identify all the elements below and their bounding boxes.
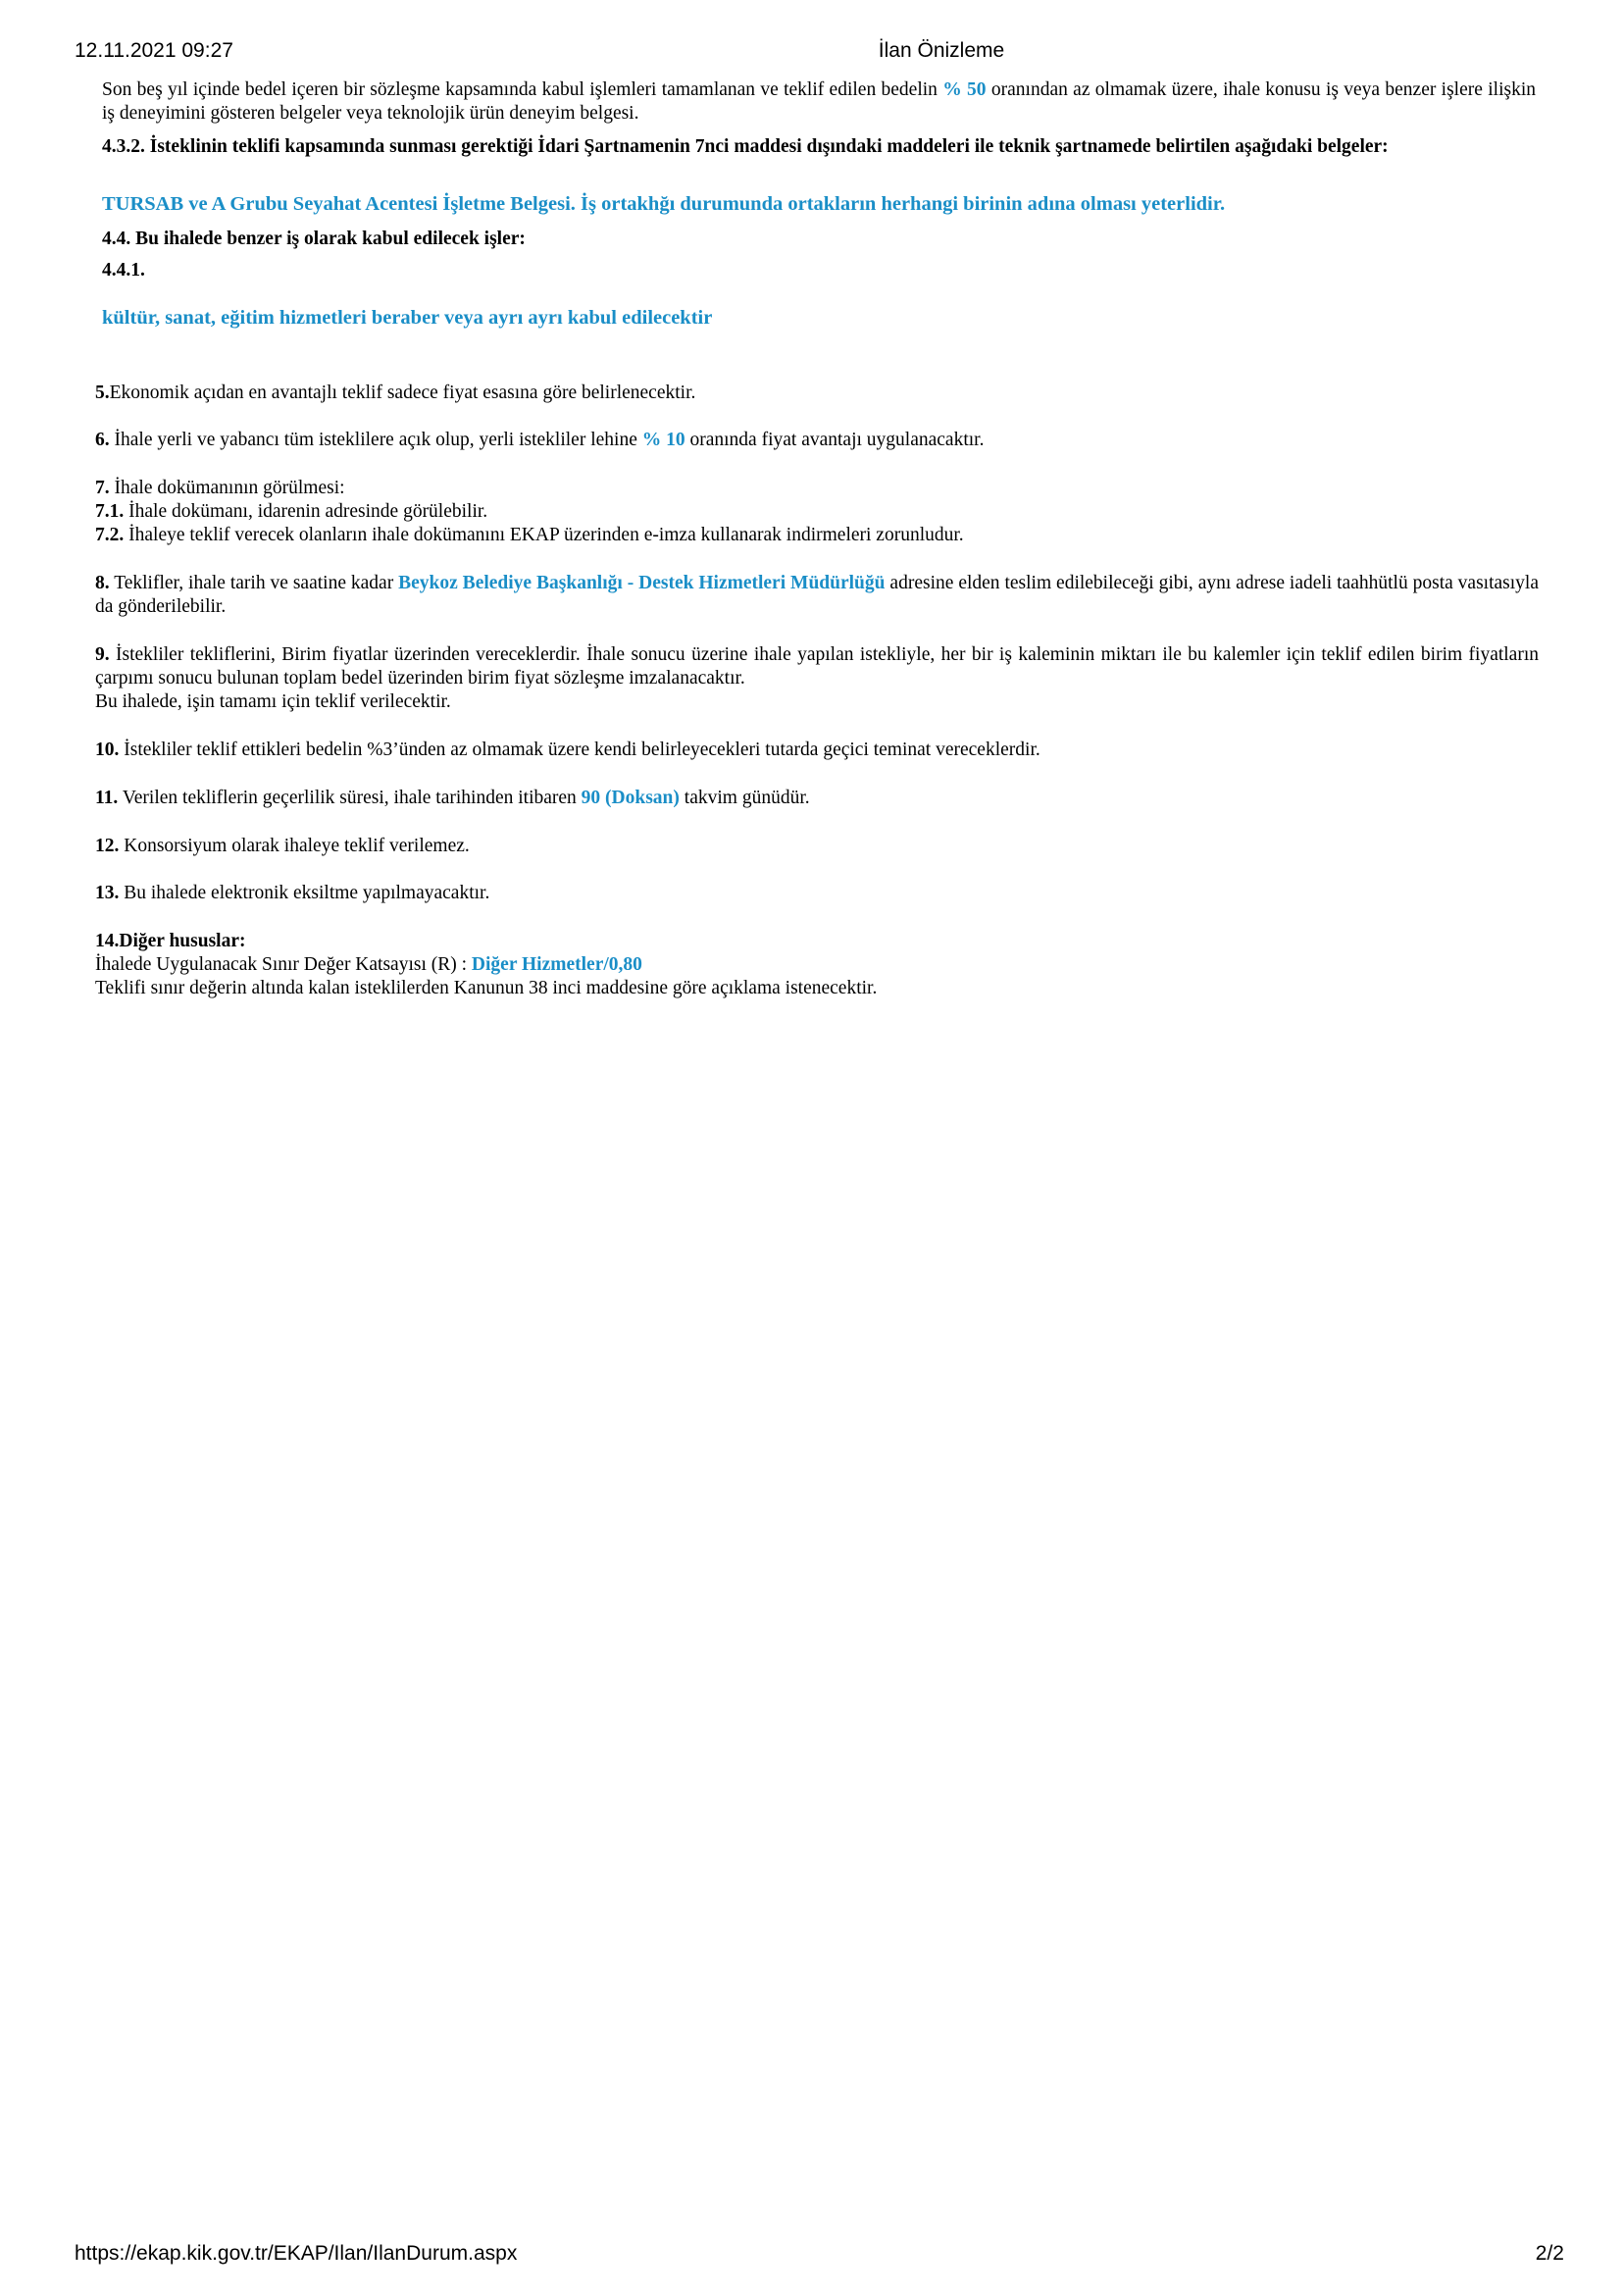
experience-paragraph — [102, 78, 1536, 126]
section-11-number: 11. — [95, 788, 119, 808]
section-6-text-b: oranında fiyat avantajı uygulanacaktır. — [685, 430, 985, 450]
section-9-text: İstekliler tekliflerini, Birim fiyatlar üzerinden vereceklerdir. İhale sonucu üzerine ihale yapılan istekliyle, her bir iş kaleminin miktarı ile bu kalemler için teklif edilen birim fiyatların çarpımı sonucu bulunan toplam bedel üzerinden birim fiyat sözleşme imzalanacaktır. — [95, 644, 1539, 689]
section-10 — [95, 739, 1539, 762]
section-8-text-a: Teklifler, ihale tarih ve saatine kadar — [109, 573, 399, 593]
section-14-explanation: Teklifi sınır değerin altında kalan isteklilerden Kanunun 38 inci maddesine göre açıklama istenecektir. — [95, 978, 878, 998]
section-4-3-2-title: 4.3.2. İsteklinin teklifi kapsamında sunması gerektiği İdari Şartnamenin 7nci maddesi dışındaki maddeleri ile teknik şartnamede belirtilen aşağıdaki belgeler: — [102, 136, 1389, 157]
section-5 — [95, 382, 1539, 405]
section-8 — [95, 572, 1539, 619]
section-14-coefficient-label: İhalede Uygulanacak Sınır Değer Katsayısı (R) : — [95, 954, 472, 975]
section-10-number: 10. — [95, 740, 120, 760]
section-11 — [95, 787, 1539, 810]
page-url: https://ekap.kik.gov.tr/EKAP/Ilan/IlanDurum.aspx — [75, 2242, 518, 2265]
section-9 — [95, 643, 1539, 714]
section-7-number: 7. — [95, 478, 110, 498]
section-12-number: 12. — [95, 836, 120, 856]
section-14-title: 14.Diğer hususlar: — [95, 931, 246, 951]
section-7-1-number: 7.1. — [95, 501, 125, 522]
section-14-coefficient-value: Diğer Hizmetler/0,80 — [471, 954, 642, 975]
section-8-number: 8. — [95, 573, 110, 593]
section-8-address: Beykoz Belediye Başkanlığı - Destek Hizmetleri Müdürlüğü — [398, 573, 886, 593]
section-4-4-title: 4.4. Bu ihalede benzer iş olarak kabul edilecek işler: — [102, 229, 526, 249]
section-11-text-b: takvim günüdür. — [679, 788, 810, 808]
section-12-text: Konsorsiyum olarak ihaleye teklif verilemez. — [119, 836, 470, 856]
section-6-number: 6. — [95, 430, 110, 450]
experience-text-a: Son beş yıl içinde bedel içeren bir sözleşme kapsamında kabul işlemleri tamamlanan ve teklif edilen bedelin — [102, 79, 943, 100]
experience-percent: % 50 — [942, 79, 987, 100]
section-7 — [95, 477, 1539, 547]
section-6 — [95, 429, 1539, 452]
page-number: 2/2 — [1535, 2242, 1564, 2265]
page-title: İlan Önizleme — [878, 39, 1005, 62]
section-10-text: İstekliler teklif ettikleri bedelin %3’ünden az olmamak üzere kendi belirleyecekleri tutarda geçici teminat vereceklerdir. — [119, 740, 1040, 760]
section-4-3-2-documents: TURSAB ve A Grubu Seyahat Acentesi İşletme Belgesi. İş ortakhğı durumunda ortakların herhangi birinin adına olması yeterlidir. — [102, 193, 1226, 215]
section-13-number: 13. — [95, 883, 120, 903]
section-14-coefficient-line — [95, 953, 1539, 977]
section-7-2-text: İhaleye teklif verecek olanların ihale dokümanını EKAP üzerinden e-imza kullanarak indirmeleri zorunludur. — [124, 525, 964, 545]
section-5-number: 5. — [95, 383, 110, 403]
section-9-paragraph — [95, 643, 1539, 690]
section-7-1-line — [95, 500, 1539, 524]
section-14 — [95, 930, 1539, 1000]
section-6-text-a: İhale yerli ve yabancı tüm isteklilere açık olup, yerli istekliler lehine — [109, 430, 642, 450]
section-4-4-1-label: 4.4.1. — [102, 260, 145, 281]
section-8-text-b: adresine elden teslim edilebileceği gibi, aynı adrese iadeli taahhütlü posta vasıtasıyla da gönderilebilir. — [95, 573, 1539, 617]
section-7-1-text: İhale dokümanı, idarenin adresinde görülebilir. — [124, 501, 488, 522]
section-7-2-line — [95, 524, 1539, 547]
section-9-text-2: Bu ihalede, işin tamamı için teklif verilecektir. — [95, 691, 451, 712]
experience-text-b: oranından az olmamak üzere, ihale konusu iş veya benzer işlere ilişkin iş deneyimini gösteren belgeler veya teknolojik ürün deneyim belgesi. — [102, 79, 1536, 124]
section-13-text: Bu ihalede elektronik eksiltme yapılmayacaktır. — [119, 883, 490, 903]
section-7-text: İhale dokümanının görülmesi: — [109, 478, 345, 498]
section-11-duration: 90 (Doksan) — [581, 788, 680, 808]
section-12 — [95, 835, 1539, 858]
section-13 — [95, 882, 1539, 905]
section-4-4-1-value: kültür, sanat, eğitim hizmetleri beraber veya ayrı ayrı kabul edilecektir — [102, 307, 713, 329]
section-7-2-number: 7.2. — [95, 525, 125, 545]
print-date: 12.11.2021 09:27 — [75, 39, 233, 62]
section-6-percent: % 10 — [641, 430, 685, 450]
section-11-text-a: Verilen tekliflerin geçerlilik süresi, ihale tarihinden itibaren — [118, 788, 582, 808]
section-5-text: Ekonomik açıdan en avantajlı teklif sadece fiyat esasına göre belirlenecektir. — [109, 383, 696, 403]
section-9-number: 9. — [95, 644, 110, 665]
section-7-line — [95, 477, 1539, 500]
